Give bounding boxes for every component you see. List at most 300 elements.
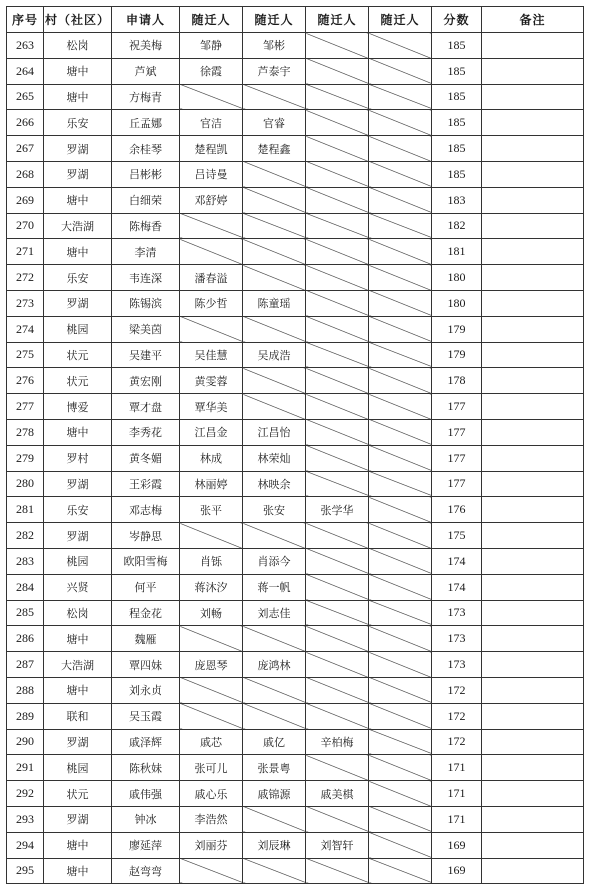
cell-member-4 <box>369 703 432 729</box>
cell-member-4 <box>369 445 432 471</box>
cell-member-3 <box>306 419 369 445</box>
cell-village: 塘中 <box>44 677 112 703</box>
cell-member-2: 戚锦源 <box>243 781 306 807</box>
cell-applicant: 欧阳雪梅 <box>112 548 180 574</box>
cell-applicant: 吴建平 <box>112 342 180 368</box>
cell-member-3 <box>306 652 369 678</box>
table-row <box>7 290 584 316</box>
cell-member-2: 刘志佳 <box>243 600 306 626</box>
cell-score: 173 <box>432 600 482 626</box>
cell-member-1 <box>180 84 243 110</box>
cell-member-4 <box>369 84 432 110</box>
cell-member-4 <box>369 419 432 445</box>
cell-member-2: 蒋一帆 <box>243 574 306 600</box>
table-row <box>7 110 584 136</box>
cell-no: 292 <box>7 781 44 807</box>
cell-member-1: 邹静 <box>180 33 243 59</box>
cell-member-2 <box>243 806 306 832</box>
cell-no: 273 <box>7 290 44 316</box>
cell-village: 塘中 <box>44 832 112 858</box>
cell-member-4 <box>369 548 432 574</box>
cell-applicant: 岑静思 <box>112 523 180 549</box>
table-row <box>7 729 584 755</box>
cell-note <box>482 342 584 368</box>
cell-member-2 <box>243 858 306 884</box>
cell-member-1: 张可儿 <box>180 755 243 781</box>
cell-note <box>482 832 584 858</box>
header-row <box>7 7 584 33</box>
cell-member-2: 戚亿 <box>243 729 306 755</box>
cell-member-4 <box>369 626 432 652</box>
cell-no: 264 <box>7 58 44 84</box>
cell-member-4 <box>369 290 432 316</box>
cell-village: 罗湖 <box>44 471 112 497</box>
cell-member-4 <box>369 832 432 858</box>
cell-member-3 <box>306 239 369 265</box>
cell-member-4 <box>369 213 432 239</box>
cell-member-2 <box>243 626 306 652</box>
cell-no: 270 <box>7 213 44 239</box>
cell-applicant: 戚伟强 <box>112 781 180 807</box>
cell-member-4 <box>369 239 432 265</box>
cell-score: 178 <box>432 368 482 394</box>
cell-score: 176 <box>432 497 482 523</box>
cell-applicant: 何平 <box>112 574 180 600</box>
cell-member-4 <box>369 806 432 832</box>
cell-member-2 <box>243 213 306 239</box>
cell-member-2: 张景粤 <box>243 755 306 781</box>
cell-member-1 <box>180 239 243 265</box>
cell-note <box>482 265 584 291</box>
cell-village: 罗湖 <box>44 523 112 549</box>
cell-member-1: 张平 <box>180 497 243 523</box>
cell-score: 177 <box>432 445 482 471</box>
cell-score: 185 <box>432 110 482 136</box>
header-member-3: 随迁人 <box>306 7 369 33</box>
cell-village: 塘中 <box>44 58 112 84</box>
table-row <box>7 342 584 368</box>
cell-member-2: 林荣灿 <box>243 445 306 471</box>
table-row <box>7 33 584 59</box>
table-row <box>7 677 584 703</box>
cell-no: 293 <box>7 806 44 832</box>
header-member-2: 随迁人 <box>243 7 306 33</box>
cell-applicant: 李清 <box>112 239 180 265</box>
cell-note <box>482 703 584 729</box>
cell-member-1: 徐霞 <box>180 58 243 84</box>
cell-member-3 <box>306 574 369 600</box>
cell-member-3 <box>306 548 369 574</box>
cell-score: 180 <box>432 290 482 316</box>
cell-score: 174 <box>432 574 482 600</box>
cell-village: 状元 <box>44 368 112 394</box>
table-row <box>7 652 584 678</box>
header-score: 分数 <box>432 7 482 33</box>
cell-village: 大浩湖 <box>44 652 112 678</box>
cell-member-1: 林成 <box>180 445 243 471</box>
header-member-4: 随迁人 <box>369 7 432 33</box>
cell-no: 268 <box>7 161 44 187</box>
ranking-table <box>6 6 584 884</box>
cell-note <box>482 84 584 110</box>
cell-note <box>482 497 584 523</box>
cell-no: 285 <box>7 600 44 626</box>
cell-member-2: 张安 <box>243 497 306 523</box>
cell-member-2 <box>243 703 306 729</box>
cell-no: 294 <box>7 832 44 858</box>
cell-applicant: 丘孟娜 <box>112 110 180 136</box>
cell-member-3 <box>306 806 369 832</box>
cell-member-4 <box>369 187 432 213</box>
cell-member-4 <box>369 497 432 523</box>
cell-score: 179 <box>432 316 482 342</box>
cell-note <box>482 213 584 239</box>
header-village: 村（社区） <box>44 7 112 33</box>
cell-no: 266 <box>7 110 44 136</box>
cell-member-1: 邓舒婷 <box>180 187 243 213</box>
cell-no: 278 <box>7 419 44 445</box>
cell-village: 乐安 <box>44 497 112 523</box>
cell-member-1: 肖铄 <box>180 548 243 574</box>
cell-note <box>482 626 584 652</box>
cell-no: 267 <box>7 136 44 162</box>
cell-note <box>482 600 584 626</box>
cell-score: 172 <box>432 703 482 729</box>
cell-note <box>482 858 584 884</box>
cell-member-4 <box>369 368 432 394</box>
cell-score: 172 <box>432 677 482 703</box>
cell-village: 塘中 <box>44 858 112 884</box>
cell-applicant: 覃四妹 <box>112 652 180 678</box>
table-row <box>7 213 584 239</box>
cell-member-3 <box>306 58 369 84</box>
cell-applicant: 陈秋妹 <box>112 755 180 781</box>
cell-applicant: 白细荣 <box>112 187 180 213</box>
cell-applicant: 刘永贞 <box>112 677 180 703</box>
table-row <box>7 58 584 84</box>
table-row <box>7 858 584 884</box>
cell-score: 182 <box>432 213 482 239</box>
cell-member-2 <box>243 161 306 187</box>
cell-note <box>482 368 584 394</box>
table-row <box>7 600 584 626</box>
cell-no: 263 <box>7 33 44 59</box>
cell-score: 169 <box>432 858 482 884</box>
header-no: 序号 <box>7 7 44 33</box>
cell-member-1: 庞恩琴 <box>180 652 243 678</box>
cell-member-4 <box>369 58 432 84</box>
cell-member-3 <box>306 445 369 471</box>
cell-no: 295 <box>7 858 44 884</box>
cell-member-1: 李浩然 <box>180 806 243 832</box>
cell-member-1: 吴佳慧 <box>180 342 243 368</box>
cell-member-4 <box>369 677 432 703</box>
cell-member-3 <box>306 394 369 420</box>
cell-score: 172 <box>432 729 482 755</box>
cell-score: 171 <box>432 755 482 781</box>
cell-member-2: 肖添今 <box>243 548 306 574</box>
cell-member-4 <box>369 33 432 59</box>
cell-applicant: 邓志梅 <box>112 497 180 523</box>
table-row <box>7 239 584 265</box>
table-row <box>7 161 584 187</box>
table-row <box>7 368 584 394</box>
cell-note <box>482 677 584 703</box>
cell-note <box>482 523 584 549</box>
cell-note <box>482 161 584 187</box>
cell-village: 罗湖 <box>44 290 112 316</box>
cell-member-4 <box>369 523 432 549</box>
table-row <box>7 187 584 213</box>
cell-member-1 <box>180 213 243 239</box>
cell-applicant: 覃才盘 <box>112 394 180 420</box>
cell-member-1 <box>180 523 243 549</box>
cell-member-3 <box>306 626 369 652</box>
cell-member-2: 芦泰宇 <box>243 58 306 84</box>
cell-village: 松岗 <box>44 33 112 59</box>
cell-note <box>482 806 584 832</box>
cell-village: 乐安 <box>44 265 112 291</box>
cell-no: 272 <box>7 265 44 291</box>
cell-score: 181 <box>432 239 482 265</box>
cell-member-2: 林映余 <box>243 471 306 497</box>
cell-member-3 <box>306 677 369 703</box>
cell-no: 291 <box>7 755 44 781</box>
cell-note <box>482 110 584 136</box>
cell-no: 274 <box>7 316 44 342</box>
cell-member-4 <box>369 316 432 342</box>
table-row <box>7 84 584 110</box>
cell-member-1: 刘丽芬 <box>180 832 243 858</box>
cell-village: 状元 <box>44 342 112 368</box>
cell-member-4 <box>369 471 432 497</box>
cell-member-2 <box>243 368 306 394</box>
cell-village: 博爱 <box>44 394 112 420</box>
cell-village: 桃园 <box>44 755 112 781</box>
cell-no: 290 <box>7 729 44 755</box>
cell-score: 171 <box>432 781 482 807</box>
table-row <box>7 471 584 497</box>
cell-member-2 <box>243 265 306 291</box>
cell-member-1: 林丽婷 <box>180 471 243 497</box>
cell-score: 180 <box>432 265 482 291</box>
cell-note <box>482 136 584 162</box>
cell-score: 185 <box>432 161 482 187</box>
cell-member-3 <box>306 84 369 110</box>
cell-village: 罗湖 <box>44 136 112 162</box>
cell-member-3 <box>306 110 369 136</box>
cell-village: 罗湖 <box>44 806 112 832</box>
table-row <box>7 497 584 523</box>
cell-member-4 <box>369 600 432 626</box>
cell-member-1 <box>180 316 243 342</box>
cell-note <box>482 419 584 445</box>
cell-member-3 <box>306 755 369 781</box>
cell-village: 塘中 <box>44 626 112 652</box>
cell-member-2: 吴成浩 <box>243 342 306 368</box>
cell-member-4 <box>369 858 432 884</box>
cell-score: 183 <box>432 187 482 213</box>
cell-score: 175 <box>432 523 482 549</box>
cell-village: 塘中 <box>44 419 112 445</box>
table-row <box>7 394 584 420</box>
cell-member-1: 官洁 <box>180 110 243 136</box>
cell-score: 185 <box>432 84 482 110</box>
header-applicant: 申请人 <box>112 7 180 33</box>
cell-no: 289 <box>7 703 44 729</box>
cell-score: 179 <box>432 342 482 368</box>
cell-applicant: 程金花 <box>112 600 180 626</box>
cell-applicant: 钟冰 <box>112 806 180 832</box>
cell-no: 286 <box>7 626 44 652</box>
cell-applicant: 廖延萍 <box>112 832 180 858</box>
cell-village: 罗湖 <box>44 161 112 187</box>
cell-applicant: 李秀花 <box>112 419 180 445</box>
cell-note <box>482 187 584 213</box>
cell-member-3: 辛柏梅 <box>306 729 369 755</box>
cell-score: 177 <box>432 471 482 497</box>
cell-no: 265 <box>7 84 44 110</box>
cell-member-2: 楚程鑫 <box>243 136 306 162</box>
cell-no: 284 <box>7 574 44 600</box>
table-row <box>7 626 584 652</box>
cell-member-1 <box>180 677 243 703</box>
cell-village: 塘中 <box>44 84 112 110</box>
cell-member-3 <box>306 136 369 162</box>
cell-member-3 <box>306 161 369 187</box>
cell-village: 塘中 <box>44 239 112 265</box>
cell-village: 桃园 <box>44 548 112 574</box>
cell-score: 174 <box>432 548 482 574</box>
cell-note <box>482 33 584 59</box>
cell-member-3 <box>306 213 369 239</box>
cell-no: 276 <box>7 368 44 394</box>
table-row <box>7 548 584 574</box>
cell-score: 171 <box>432 806 482 832</box>
cell-member-4 <box>369 574 432 600</box>
cell-member-4 <box>369 265 432 291</box>
cell-member-1: 潘春溢 <box>180 265 243 291</box>
table-row <box>7 523 584 549</box>
table-row <box>7 445 584 471</box>
header-member-1: 随迁人 <box>180 7 243 33</box>
cell-member-1: 蒋沐汐 <box>180 574 243 600</box>
table-row <box>7 316 584 342</box>
cell-village: 联和 <box>44 703 112 729</box>
cell-note <box>482 394 584 420</box>
cell-member-4 <box>369 729 432 755</box>
cell-note <box>482 290 584 316</box>
cell-member-2 <box>243 84 306 110</box>
cell-score: 185 <box>432 58 482 84</box>
cell-member-4 <box>369 342 432 368</box>
cell-member-2 <box>243 187 306 213</box>
cell-no: 287 <box>7 652 44 678</box>
header-note: 备注 <box>482 7 584 33</box>
cell-village: 桃园 <box>44 316 112 342</box>
cell-member-4 <box>369 652 432 678</box>
cell-member-2: 庞鸿林 <box>243 652 306 678</box>
cell-member-1: 戚芯 <box>180 729 243 755</box>
cell-member-1 <box>180 703 243 729</box>
cell-member-3 <box>306 316 369 342</box>
cell-member-1 <box>180 858 243 884</box>
cell-member-3 <box>306 33 369 59</box>
cell-applicant: 王彩霞 <box>112 471 180 497</box>
cell-member-3 <box>306 342 369 368</box>
cell-no: 277 <box>7 394 44 420</box>
cell-score: 169 <box>432 832 482 858</box>
cell-member-3 <box>306 290 369 316</box>
cell-note <box>482 316 584 342</box>
cell-member-3 <box>306 471 369 497</box>
cell-village: 乐安 <box>44 110 112 136</box>
cell-member-2: 陈童瑶 <box>243 290 306 316</box>
cell-member-1: 江昌金 <box>180 419 243 445</box>
cell-score: 173 <box>432 652 482 678</box>
cell-member-4 <box>369 161 432 187</box>
table-body <box>7 33 584 884</box>
cell-no: 288 <box>7 677 44 703</box>
cell-applicant: 祝美梅 <box>112 33 180 59</box>
cell-member-1: 吕诗曼 <box>180 161 243 187</box>
cell-member-1: 楚程凯 <box>180 136 243 162</box>
table-row <box>7 136 584 162</box>
cell-applicant: 芦斌 <box>112 58 180 84</box>
cell-note <box>482 574 584 600</box>
cell-applicant: 魏雁 <box>112 626 180 652</box>
cell-score: 177 <box>432 419 482 445</box>
cell-member-3 <box>306 858 369 884</box>
cell-applicant: 黄宏刚 <box>112 368 180 394</box>
cell-no: 282 <box>7 523 44 549</box>
cell-score: 185 <box>432 136 482 162</box>
cell-applicant: 方梅青 <box>112 84 180 110</box>
cell-village: 松岗 <box>44 600 112 626</box>
cell-member-1: 戚心乐 <box>180 781 243 807</box>
cell-note <box>482 471 584 497</box>
cell-village: 罗村 <box>44 445 112 471</box>
cell-member-2 <box>243 239 306 265</box>
cell-member-2 <box>243 394 306 420</box>
cell-village: 兴贤 <box>44 574 112 600</box>
cell-member-2 <box>243 677 306 703</box>
cell-member-3 <box>306 265 369 291</box>
cell-no: 283 <box>7 548 44 574</box>
cell-applicant: 梁美茵 <box>112 316 180 342</box>
cell-member-3: 戚美棋 <box>306 781 369 807</box>
cell-no: 281 <box>7 497 44 523</box>
cell-note <box>482 58 584 84</box>
cell-note <box>482 548 584 574</box>
cell-applicant: 吴玉霞 <box>112 703 180 729</box>
cell-applicant: 赵弯弯 <box>112 858 180 884</box>
cell-score: 177 <box>432 394 482 420</box>
cell-applicant: 余桂琴 <box>112 136 180 162</box>
table-row <box>7 806 584 832</box>
cell-village: 状元 <box>44 781 112 807</box>
cell-member-3 <box>306 368 369 394</box>
cell-applicant: 吕彬彬 <box>112 161 180 187</box>
cell-no: 280 <box>7 471 44 497</box>
cell-member-4 <box>369 755 432 781</box>
cell-village: 罗湖 <box>44 729 112 755</box>
cell-member-4 <box>369 781 432 807</box>
cell-score: 173 <box>432 626 482 652</box>
cell-applicant: 黄冬媚 <box>112 445 180 471</box>
table-row <box>7 703 584 729</box>
table-row <box>7 265 584 291</box>
